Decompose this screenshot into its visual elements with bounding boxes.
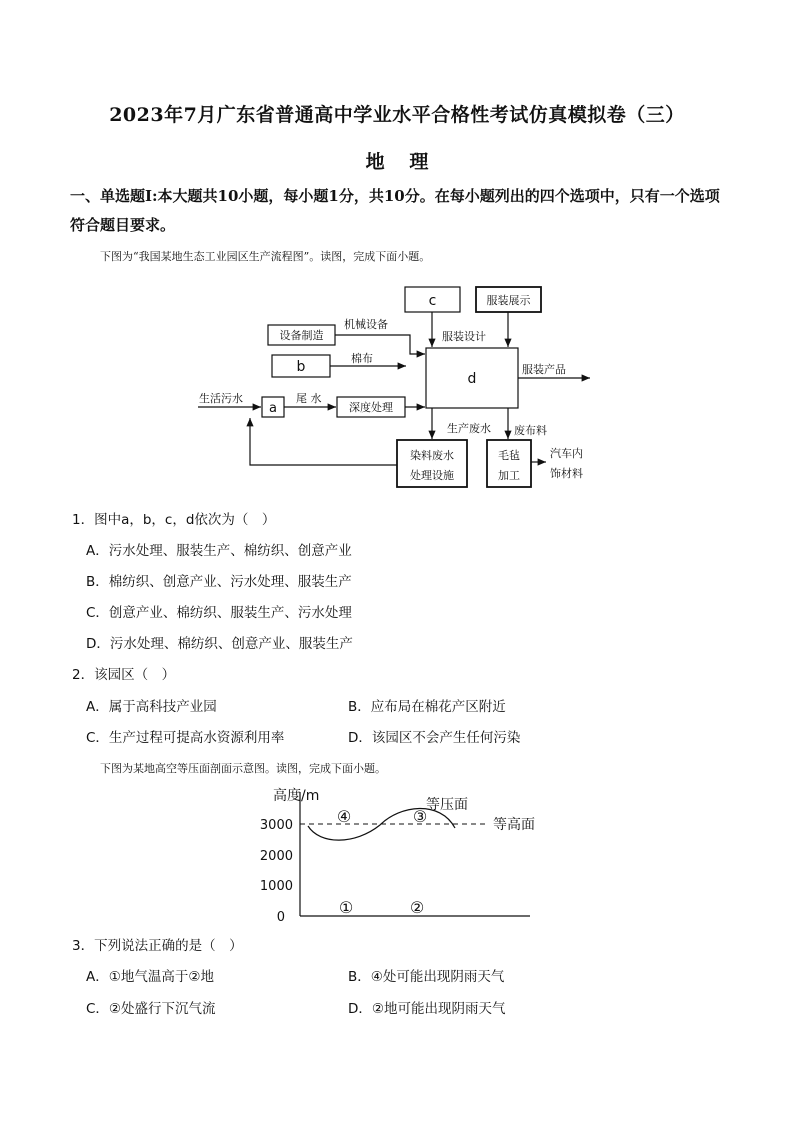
y-tick-1000: 1000 [259, 879, 293, 894]
box-b-label: b [296, 359, 306, 375]
arrow-dye-return [250, 418, 397, 465]
isobaric-label: 等压面 [426, 797, 468, 813]
box-a-label: a [269, 401, 277, 416]
q1-option-c[interactable]: C．创意产业、棉纺织、服装生产、污水处理 [86, 605, 352, 621]
y-tick-2000: 2000 [259, 849, 293, 864]
y-axis-label: 高度/m [273, 788, 320, 804]
box-fashion-show-label: 服装展示 [486, 294, 531, 307]
page-title: 2023年7月广东省普通高中学业水平合格性考试仿真模拟卷（三） [109, 104, 685, 126]
q3-stem: 3．下列说法正确的是（ ） [72, 938, 243, 954]
figure1-intro: 下图为“我国某地生态工业园区生产流程图”。读图，完成下面小题。 [100, 250, 431, 263]
label-auto-1: 汽车内 [550, 447, 583, 460]
box-c-label: c [428, 293, 437, 309]
point-1: ① [338, 898, 354, 917]
q1-option-d[interactable]: D．污水处理、棉纺织、创意产业、服装生产 [86, 636, 353, 652]
label-products: 服装产品 [522, 363, 566, 376]
label-design: 服装设计 [442, 330, 486, 343]
point-4: ④ [336, 807, 352, 826]
isobaric-diagram [250, 780, 560, 925]
isoheight-label: 等高面 [493, 817, 535, 833]
point-2: ② [409, 898, 425, 917]
q2-option-a[interactable]: A．属于高科技产业园 [86, 699, 217, 715]
q2-stem: 2．该园区（ ） [72, 667, 176, 683]
box-felt-label-1: 毛毡 [498, 449, 520, 462]
q3-option-b[interactable]: B．④处可能出现阴雨天气 [348, 969, 505, 985]
subject-char: 理 [409, 151, 429, 173]
section-heading: 一、单选题I:本大题共10小题，每小题1分，共10分。在每小题列出的四个选项中，只有一个选项符合题目要求。 [70, 187, 720, 234]
label-prod-wastewater: 生产废水 [447, 422, 491, 435]
subject-char: 地 [365, 151, 385, 173]
q2-option-d[interactable]: D．该园区不会产生任何污染 [348, 730, 521, 746]
label-cotton: 棉布 [351, 352, 373, 365]
box-felt-label-2: 加工 [498, 469, 520, 482]
label-machinery: 机械设备 [344, 318, 388, 331]
label-sewage: 生活污水 [199, 392, 243, 405]
figure2-intro: 下图为某地高空等压面剖面示意图。读图，完成下面小题。 [100, 762, 386, 775]
q1-stem: 1．图中a，b，c，d依次为（ ） [72, 512, 276, 528]
subject-title [0, 147, 794, 174]
y-tick-3000: 3000 [259, 818, 293, 833]
flow-diagram [190, 280, 610, 495]
point-3: ③ [412, 807, 428, 826]
q1-option-b[interactable]: B．棉纺织、创意产业、污水处理、服装生产 [86, 574, 352, 590]
q2-option-b[interactable]: B．应布局在棉花产区附近 [348, 699, 506, 715]
q3-option-a[interactable]: A．①地气温高于②地 [86, 969, 214, 985]
box-dye-label-2: 处理设施 [410, 469, 454, 482]
arrow-equipment-to-d [335, 335, 425, 354]
y-tick-0: 0 [276, 910, 285, 925]
label-scrap: 废布料 [514, 424, 547, 437]
label-auto-2: 饰材料 [550, 467, 583, 480]
box-equipment-label: 设备制造 [279, 329, 324, 342]
q3-option-d[interactable]: D．②地可能出现阴雨天气 [348, 1001, 506, 1017]
label-tail-water: 尾 水 [296, 392, 322, 405]
q3-option-c[interactable]: C．②处盛行下沉气流 [86, 1001, 216, 1017]
box-deep-label: 深度处理 [349, 401, 393, 414]
box-dye-label-1: 染料废水 [410, 449, 454, 462]
q2-option-c[interactable]: C．生产过程可提高水资源利用率 [86, 730, 285, 746]
box-d-label: d [467, 371, 477, 387]
q1-option-a[interactable]: A．污水处理、服装生产、棉纺织、创意产业 [86, 543, 352, 559]
